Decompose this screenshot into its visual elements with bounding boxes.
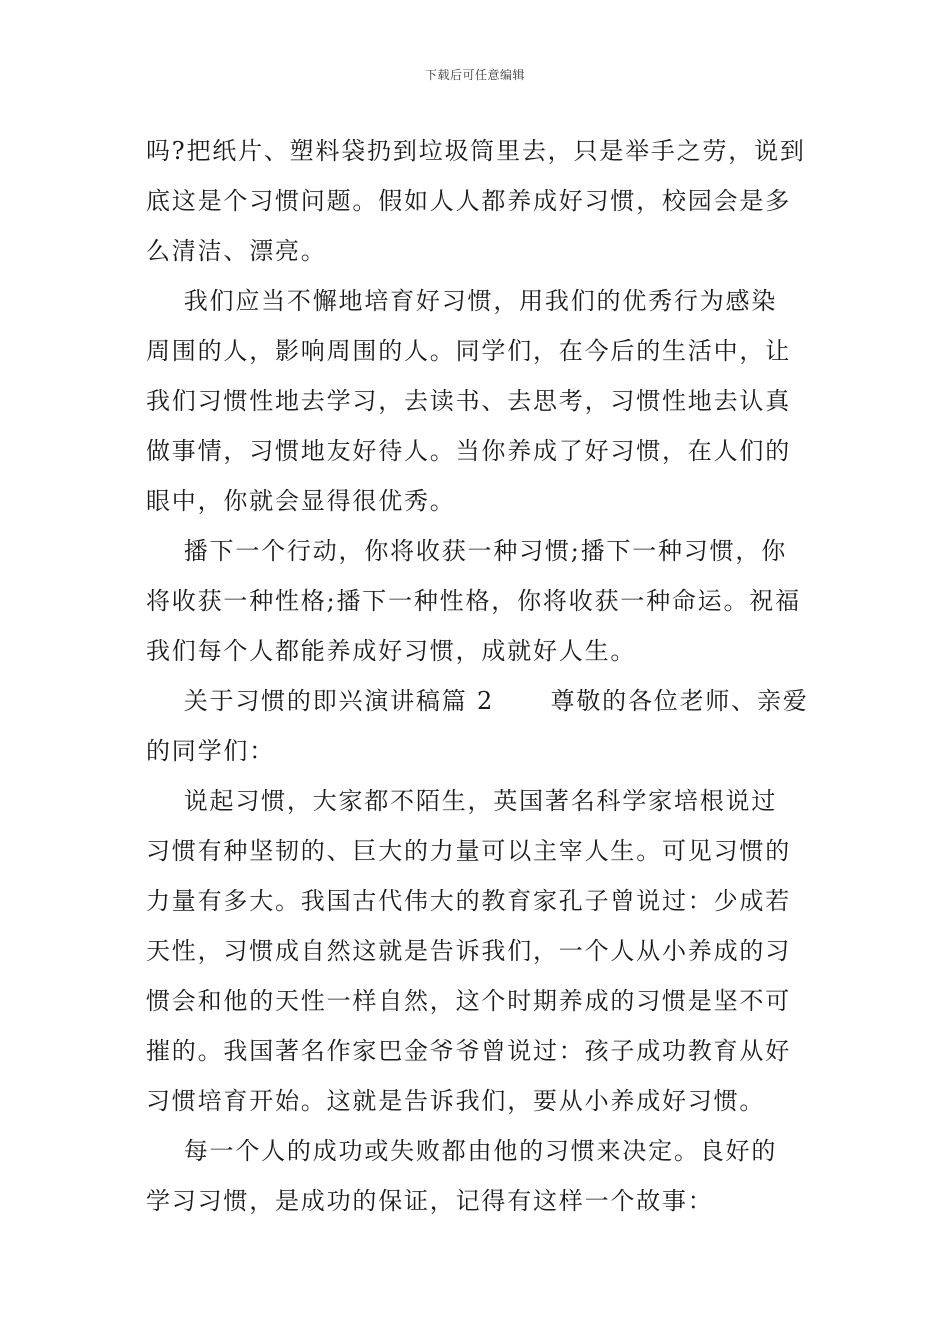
text-line: 惯会和他的天性一样自然，这个时期养成的习惯是坚不可 (146, 987, 791, 1015)
text-line: 力量有多大。我国古代伟大的教育家孔子曾说过：少成若 (146, 887, 791, 915)
text-line: 我们习惯性地去学习，去读书、去思考，习惯性地去认真 (146, 387, 791, 415)
text-line: 习惯培育开始。这就是告诉我们，要从小养成好习惯。 (146, 1087, 766, 1115)
text-line: 做事情，习惯地友好待人。当你养成了好习惯，在人们的 (146, 437, 791, 465)
text-line: 播下一个行动，你将收获一种习惯;播下一种习惯，你 (146, 537, 787, 565)
text-line: 将收获一种性格;播下一种性格，你将收获一种命运。祝福 (146, 587, 801, 615)
text-line: 底这是个习惯问题。假如人人都养成好习惯，校园会是多 (146, 187, 791, 215)
text-line: 的同学们： (146, 737, 275, 765)
section-heading-line: 关于习惯的即兴演讲稿篇 2 尊敬的各位老师、亲爱 (146, 687, 809, 715)
text-line: 习惯有种坚韧的、巨大的力量可以主宰人生。可见习惯的 (146, 837, 791, 865)
text-line: 吗?把纸片、塑料袋扔到垃圾筒里去，只是举手之劳，说到 (146, 137, 806, 165)
text-line: 说起习惯，大家都不陌生，英国著名科学家培根说过 (146, 787, 778, 815)
text-line: 我们应当不懈地培育好习惯，用我们的优秀行为感染 (146, 287, 778, 315)
text-line: 摧的。我国著名作家巴金爷爷曾说过：孩子成功教育从好 (146, 1037, 791, 1065)
text-line: 每一个人的成功或失败都由他的习惯来决定。良好的 (146, 1137, 778, 1165)
text-line: 眼中，你就会显得很优秀。 (146, 487, 456, 515)
text-line: 天性，习惯成自然这就是告诉我们，一个人从小养成的习 (146, 937, 791, 965)
page-header: 下载后可任意编辑 (424, 68, 525, 82)
text-line: 周围的人，影响周围的人。同学们，在今后的生活中，让 (146, 337, 791, 365)
text-line: 学习习惯，是成功的保证，记得有这样一个故事： (146, 1187, 714, 1215)
text-line: 我们每个人都能养成好习惯，成就好人生。 (146, 637, 637, 665)
text-line: 么清洁、漂亮。 (146, 237, 327, 265)
